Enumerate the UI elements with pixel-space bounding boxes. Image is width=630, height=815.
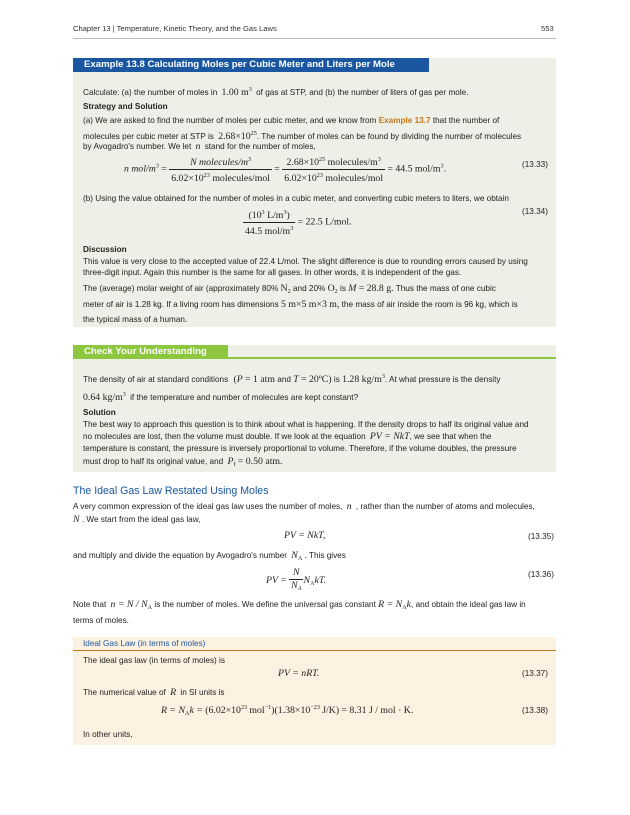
equation-number-13-36: (13.36) — [528, 570, 554, 579]
check-question-line2: 0.64 $kg/m^3$ if the temperature and number of molecules are kept constant? — [83, 391, 359, 403]
solution-line3: temperature is constant, the pressure is inversely proportional to volume. Therefore, if the volume doubles, the pressure — [83, 444, 517, 453]
equation-13-36: PV = $\frac{N}{N_A}$ $N_AkT$. — [266, 567, 327, 592]
equation-13-38: $R = N_Ak = (6.02\times 10^{23}$ $mol^{-1})(1.38\times 10^{-23}$ J/K) = 8.31 J / mol · K. — [161, 704, 414, 717]
ideal-gas-law-text-3: In other units, — [83, 730, 133, 739]
discussion-heading: Discussion — [83, 245, 127, 254]
strategy-heading: Strategy and Solution — [83, 102, 168, 111]
part-b-text: (b) Using the value obtained for the number of moles in a cubic meter, and converting cubic meters to liters, we obtain — [83, 194, 509, 203]
section-paragraph-2: and multiply and divide the equation by Avogadro's number $N_A$ . This gives — [73, 550, 346, 562]
part-a-line1: (a) We are asked to find the number of moles per cubic meter, and we know from Example 13.7 that the number of — [83, 116, 500, 125]
check-understanding-title: Check Your Understanding — [73, 345, 228, 359]
equation-number-13-33: (13.33) — [522, 160, 548, 169]
section-paragraph-3-line1: Note that $n = N / N_A$ is the number of moles. We define the universal gas constant $R = N_Ak$, and obtain the ideal gas law in — [73, 599, 526, 611]
ideal-gas-law-title: Ideal Gas Law (in terms of moles) — [83, 639, 206, 648]
header-divider — [73, 38, 556, 39]
ideal-gas-law-text-1: The ideal gas law (in terms of moles) is — [83, 656, 225, 665]
equation-number-13-37: (13.37) — [522, 669, 548, 678]
discussion-paragraph-2-line1: The (average) molar weight of air (approximately 80% $N_2$ and 20% $O_2$ is M = 28.8 g. Thus the mass of one cubic — [83, 283, 496, 295]
example-calculate: Calculate: (a) the number of moles in 1.00 $m^3$ of gas at STP, and (b) the number of liters of gas per mole. — [83, 86, 469, 98]
discussion-paragraph-2-line2: meter of air is 1.28 kg. If a living room has dimensions 5 m×5 m×3 m, the mass of air inside the room is 96 kg, which is — [83, 299, 518, 310]
discussion-paragraph-2-line3: the typical mass of a human. — [83, 315, 188, 324]
part-a-line2: molecules per cubic meter at STP is $2.68\times 10^{25}$. The number of moles can be found by dividing the number of molecules — [83, 130, 522, 142]
equation-13-33: n mol/$m^3$ = $\frac{N molecules/m^3}{6.02\times 10^{23} molecules/mol}$ = $\frac{2.68\times 10^{25} molecules/m^3}{6.02\times 10^{23} molecules/mol}$ = 44.5 mol/$m^3$. — [124, 156, 447, 184]
check-question-line1: The density of air at standard conditions (P = 1 atm and T = 20ºC) is 1.28 $kg/m^3$. At what pressure is the density — [83, 373, 501, 385]
solution-line1: The best way to approach this question is to think about what is happening. If the density drops to half its original value and — [83, 420, 529, 429]
section-paragraph-3-line2: terms of moles. — [73, 616, 129, 625]
eq1-fraction-2: $\frac{2.68\times 10^{25} molecules/m^3}{6.02\times 10^{23} molecules/mol}$ — [284, 156, 384, 184]
page-number: 553 — [541, 24, 554, 33]
equation-number-13-38: (13.38) — [522, 706, 548, 715]
section-heading: The Ideal Gas Law Restated Using Moles — [73, 485, 269, 497]
chapter-header: Chapter 13 | Temperature, Kinetic Theory, and the Gas Laws — [73, 24, 277, 33]
example-13-7-link[interactable]: Example 13.7 — [378, 116, 431, 125]
equation-13-35: PV = NkT, — [284, 530, 326, 541]
discussion-paragraph-1: This value is very close to the accepted value of 22.4 L/mol. The slight difference is due to rounding errors caused by using three-digit input. Again this number is the same for all gases. In other words, it is independent of the gas. — [83, 257, 528, 277]
equation-number-13-35: (13.35) — [528, 532, 554, 541]
equation-13-34: $\frac{(10^3 L/m^3)}{44.5 mol/m^3}$ = 22.5 L/mol. — [245, 209, 352, 237]
solution-heading: Solution — [83, 408, 116, 417]
part-a-line3: by Avogadro's number. We let n stand for the number of moles, — [83, 141, 316, 152]
equation-number-13-34: (13.34) — [522, 207, 548, 216]
solution-line4: must drop to half its original value, and $P_f = 0.50$ atm. — [83, 456, 283, 468]
eq1-fraction-1: $\frac{N molecules/m^3}{6.02\times 10^{23} molecules/mol}$ — [171, 156, 270, 184]
solution-line2: no molecules are lost, then the volume must double. If we look at the equation PV = NkT, we see that when the — [83, 431, 492, 442]
equation-13-37: PV = nRT. — [278, 668, 320, 679]
example-title: Example 13.8 Calculating Moles per Cubic Meter and Liters per Mole — [73, 58, 429, 72]
ideal-gas-law-text-2: The numerical value of R in SI units is — [83, 687, 225, 698]
section-paragraph-1-line2: N . We start from the ideal gas law, — [73, 514, 201, 525]
section-paragraph-1-line1: A very common expression of the ideal gas law uses the number of moles, n , rather than the number of atoms and molecules, — [73, 501, 535, 512]
